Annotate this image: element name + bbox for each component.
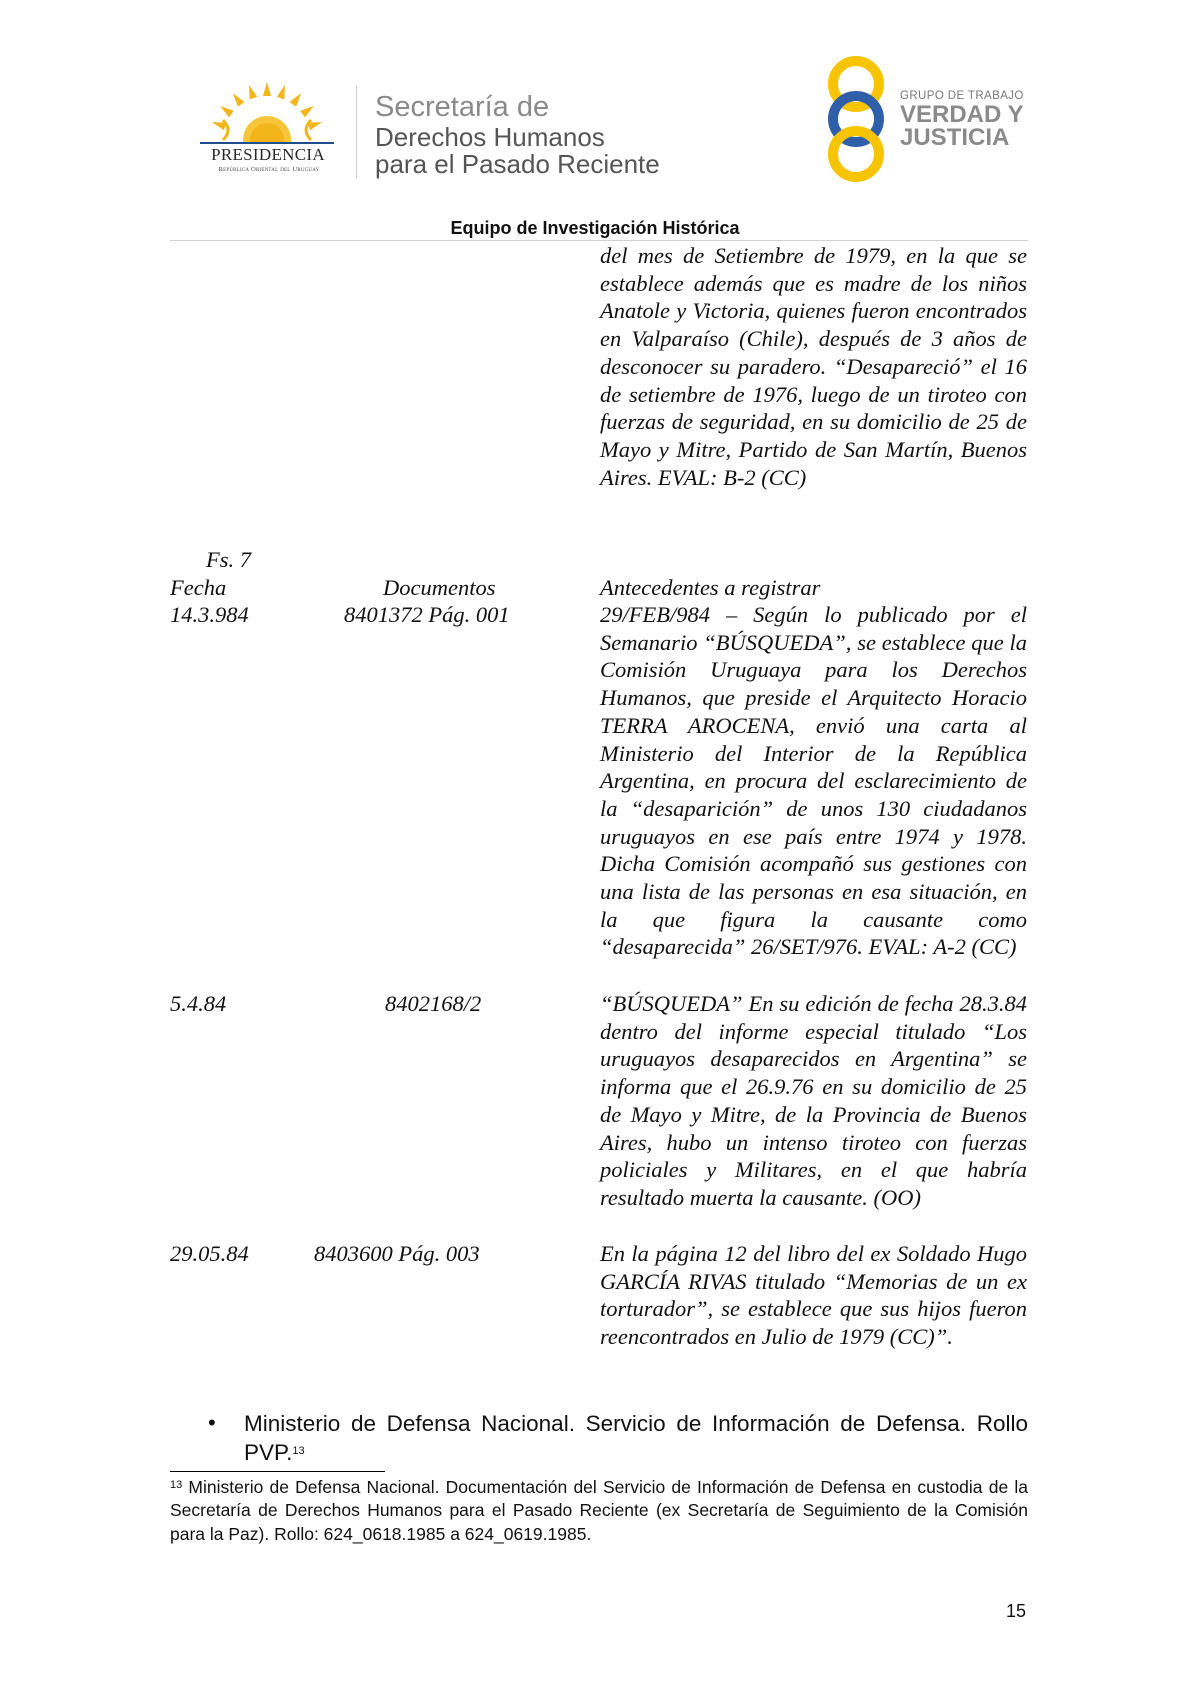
column-header-antecedentes: Antecedentes a registrar <box>600 575 821 600</box>
verdad-label: VERDAD Y <box>900 101 1024 128</box>
footnote-ref[interactable]: 13 <box>292 1444 305 1457</box>
bullet-icon: • <box>208 1410 216 1435</box>
footnote-text: Ministerio de Defensa Nacional. Documentación del Servicio de Información de Defensa en custodia de la Secretaría de Derechos Humanos para el Pasado Reciente (ex Secretaría de Seguimiento de la Comisión para la Paz). Rollo: 624_0618.1985 a 624_0619.1985. <box>170 1477 1028 1544</box>
presidencia-label: PRESIDENCIA <box>211 145 325 164</box>
header-rule <box>170 240 1028 241</box>
row-3-antecedente: En la página 12 del libro del ex Soldado Hugo GARCÍA RIVAS titulado “Memorias de un ex torturador”, se establece que sus hijos fueron reencontrados en Julio de 1979 (CC)”. <box>600 1241 1027 1350</box>
footnote-number: 13 <box>170 1479 183 1491</box>
bullet-item <box>244 1410 1028 1467</box>
secretaria-line-3: para el Pasado Reciente <box>375 149 660 179</box>
footnote <box>170 1476 1028 1546</box>
row-2-fecha: 5.4.84 <box>170 991 227 1016</box>
rings-logo-icon <box>818 56 894 182</box>
row-1-fecha: 14.3.984 <box>170 602 249 627</box>
fs-label: Fs. 7 <box>206 547 251 572</box>
section-title: Equipo de Investigación Histórica <box>450 218 740 238</box>
sun-logo-icon <box>192 80 342 190</box>
bullet-item-text: Ministerio de Defensa Nacional. Servicio de Información de Defensa. Rollo PVP. <box>244 1411 1028 1465</box>
continuation-paragraph: del mes de Setiembre de 1979, en la que se establece además que es madre de los niños Anatole y Victoria, quienes fueron encontrados en Valparaíso (Chile), después de 3 años de desconocer su paradero. “Desapareció” el 16 de setiembre de 1976, luego de un tiroteo con fuerzas de seguridad, en su domicilio de 25 de Mayo y Mitre, Partido de San Martín, Buenos Aires. EVAL: B-2 (CC) <box>600 243 1027 490</box>
secretaria-line-1: Secretaría de <box>375 91 550 123</box>
row-3-documento: 8403600 Pág. 003 <box>314 1241 480 1266</box>
header-divider <box>356 86 357 178</box>
column-header-documentos: Documentos <box>383 575 496 600</box>
row-1-documento: 8401372 Pág. 001 <box>344 602 510 627</box>
column-header-fecha: Fecha <box>170 575 227 600</box>
row-3-fecha: 29.05.84 <box>170 1241 249 1266</box>
row-2-documento: 8402168/2 <box>385 991 482 1016</box>
republica-label: República Oriental del Uruguay <box>218 166 320 173</box>
row-1-antecedente: 29/FEB/984 – Según lo publicado por el Semanario “BÚSQUEDA”, se establece que la Comisión Uruguaya para los Derechos Humanos, que preside el Arquitecto Horacio TERRA AROCENA, envió una carta al Ministerio del Interior de la República Argentina, en procura del esclarecimiento de la “desaparición” de unos 130 ciudadanos uruguayos en ese país entre 1974 y 1978. Dicha Comisión acompañó sus gestiones con una lista de las personas en esa situación, en la que figura la causante como “desaparecida” 26/SET/976. EVAL: A-2 (CC) <box>600 602 1027 960</box>
justicia-label: JUSTICIA <box>900 124 1010 151</box>
footnote-rule <box>170 1471 385 1472</box>
grupo-trabajo-label: GRUPO DE TRABAJO <box>900 90 1024 102</box>
page-number: 15 <box>1006 1601 1027 1621</box>
row-2-antecedente: “BÚSQUEDA” En su edición de fecha 28.3.84 dentro del informe especial titulado “Los uruguayos desaparecidos en Argentina” se informa que el 26.9.76 en su domicilio de 25 de Mayo y Mitre, de la Provincia de Buenos Aires, hubo un intenso tiroteo con fuerzas policiales y Militares, en el que habría resultado muerta la causante. (OO) <box>600 991 1027 1210</box>
secretaria-line-2: Derechos Humanos <box>375 122 605 152</box>
